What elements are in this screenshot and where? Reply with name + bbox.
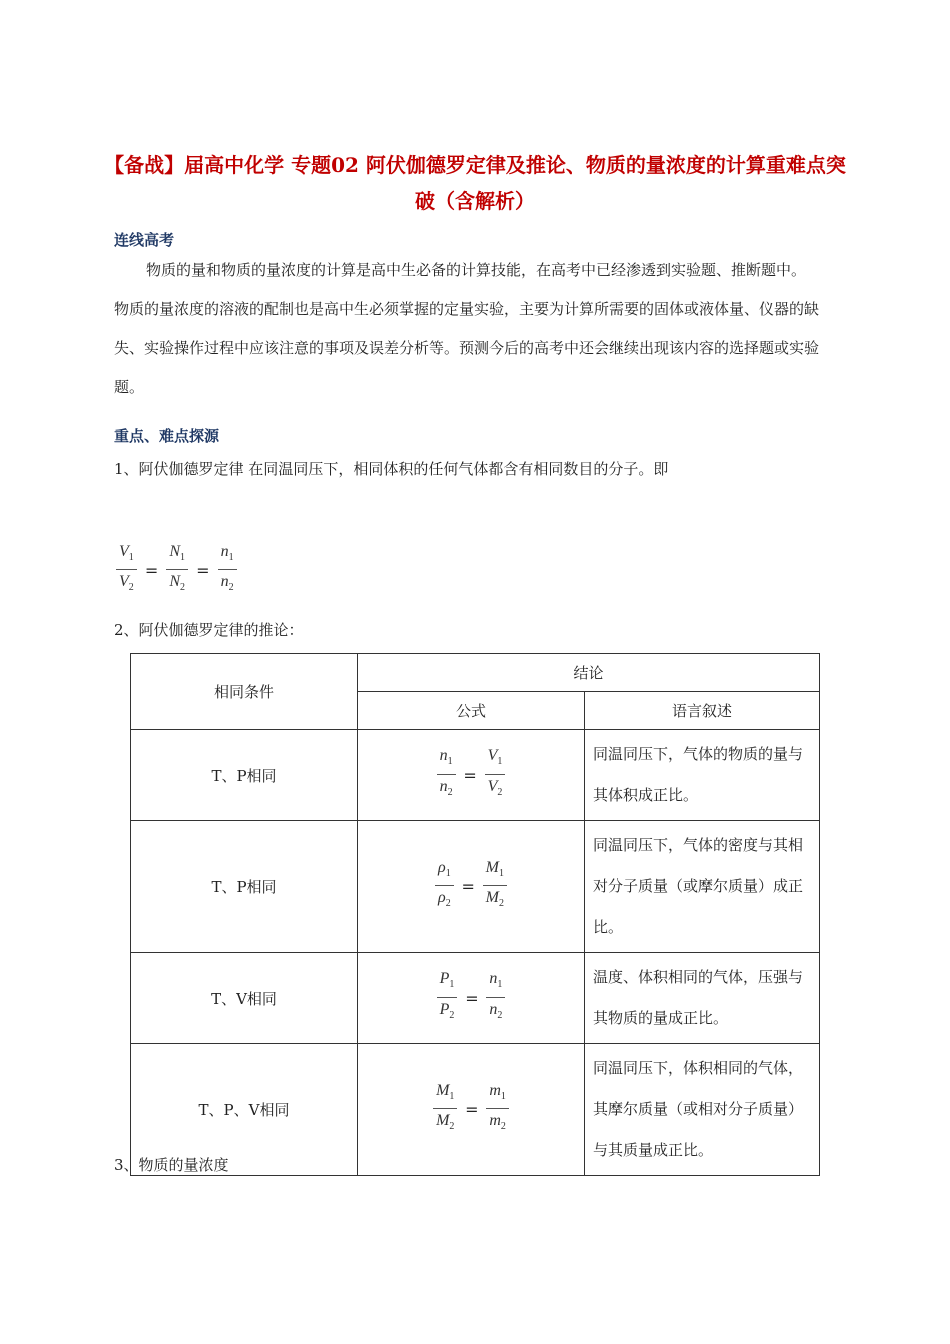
fraction-v: $\frac{V_1}{V_2}$: [116, 541, 137, 600]
avogadro-law-line: 1、阿伏伽德罗定律 在同温同压下，相同体积的任何气体都含有相同数目的分子。即: [114, 460, 669, 478]
condition-cell: T、P相同: [131, 730, 358, 821]
table-row: [131, 821, 820, 953]
fraction-n-lower: $\frac{n_1}{n_2}$: [218, 541, 237, 600]
condition-cell: T、V相同: [131, 953, 358, 1044]
header-statement: 语言叙述: [585, 692, 820, 730]
section-heading-key-points: 重点、难点探源: [114, 427, 220, 445]
formula-cell: $\frac{n_1}{n_2}$ = $\frac{V_1}{V_2}$: [358, 730, 585, 821]
statement-cell: 同温同压下，体积相同的气体，其摩尔质量（或相对分子质量）与其质量成正比。: [585, 1044, 820, 1176]
formula-cell: $\frac{\rho_1}{\rho_2}$ = $\frac{M_1}{M_2}$: [358, 821, 585, 953]
inference-table: [130, 653, 820, 1176]
header-conclusion: 结论: [358, 654, 820, 692]
concentration-line: 3、物质的量浓度: [114, 1156, 229, 1174]
table-row: [131, 1044, 820, 1176]
formula-cell: $\frac{P_1}{P_2}$ = $\frac{n_1}{n_2}$: [358, 953, 585, 1044]
avogadro-law-formula: $\frac{V_1}{V_2}$ = $\frac{N_1}{N_2}$ = $\frac{n_1}{n_2}$: [116, 541, 237, 600]
fraction-n-upper: $\frac{N_1}{N_2}$: [166, 541, 188, 600]
document-title: 【备战】届高中化学 专题02 阿伏伽德罗定律及推论、物质的量浓度的计算重难点突破（含解析）: [104, 153, 846, 213]
statement-cell: 温度、体积相同的气体，压强与其物质的量成正比。: [585, 953, 820, 1044]
condition-cell: T、P相同: [131, 821, 358, 953]
header-condition: 相同条件: [131, 654, 358, 730]
formula-cell: $\frac{M_1}{M_2}$ = $\frac{m_1}{m_2}$: [358, 1044, 585, 1176]
header-formula: 公式: [358, 692, 585, 730]
inference-line: 2、阿伏伽德罗定律的推论：: [114, 621, 304, 639]
link-exam-paragraph: 物质的量和物质的量浓度的计算是高中生必备的计算技能，在高考中已经渗透到实验题、推断题中。物质的量浓度的溶液的配制也是高中生必须掌握的定量实验，主要为计算所需要的固体或液体量、仪器的缺失、实验操作过程中应该注意的事项及误差分析等。预测今后的高考中还会继续出现该内容的选择题或实验题。: [114, 261, 820, 396]
statement-cell: 同温同压下，气体的密度与其相对分子质量（或摩尔质量）成正比。: [585, 821, 820, 953]
statement-cell: 同温同压下，气体的物质的量与其体积成正比。: [585, 730, 820, 821]
section-heading-link-exam: 连线高考: [114, 231, 175, 249]
table-row: [131, 730, 820, 821]
table-row: [131, 953, 820, 1044]
condition-cell: T、P、V相同: [131, 1044, 358, 1176]
